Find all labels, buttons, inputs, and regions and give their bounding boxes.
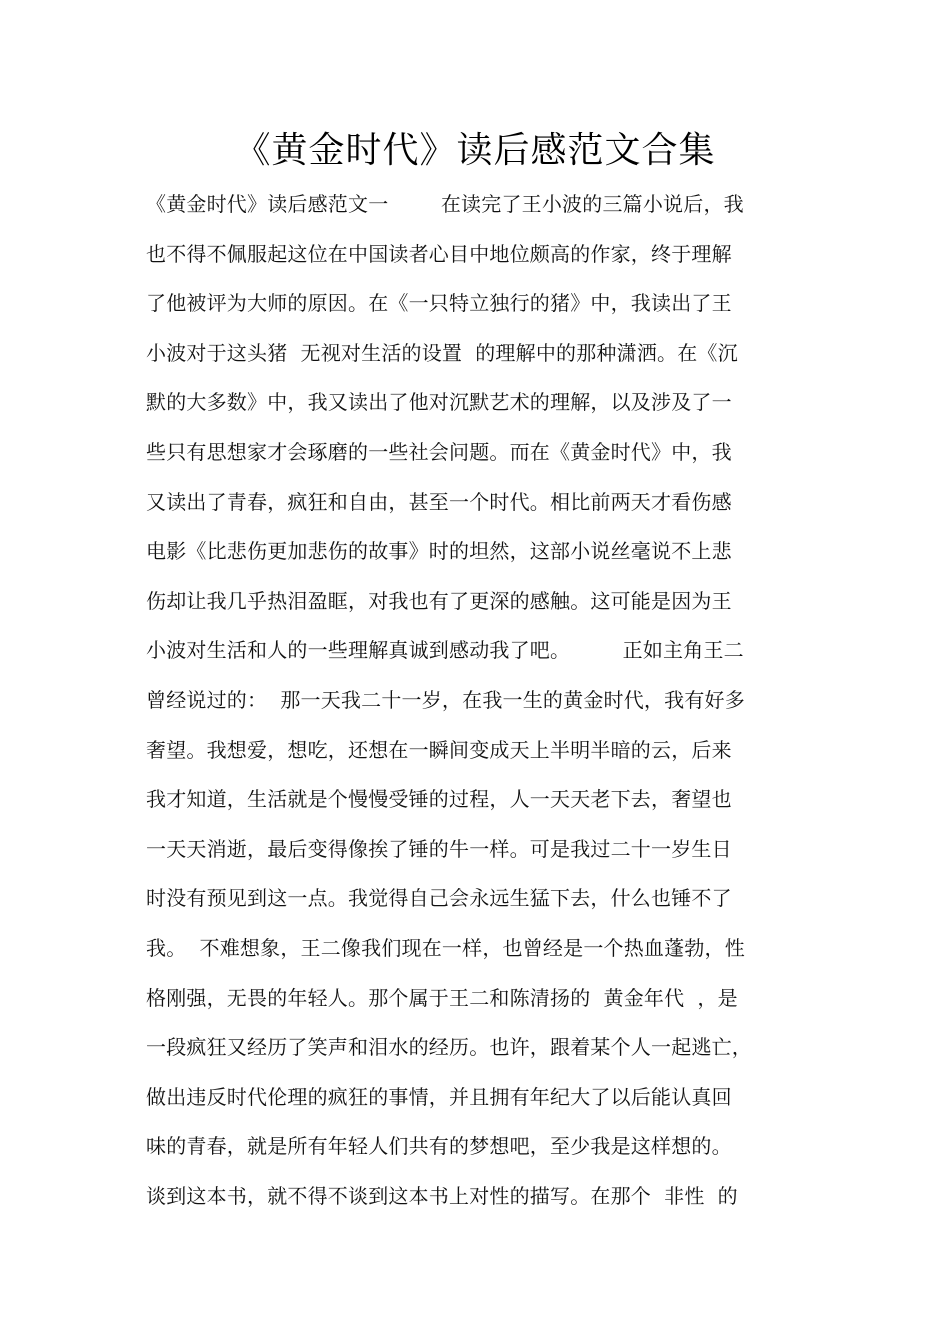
body-line: 一天天消逝，最后变得像挨了锤的牛一样。可是我过二十一岁生日 (146, 836, 732, 861)
body-line: 格刚强，无畏的年轻人。那个属于王二和陈清扬的 黄金年代 ，是 (146, 985, 738, 1010)
body-line: 味的青春，就是所有年轻人们共有的梦想吧，至少我是这样想的。 (146, 1134, 732, 1159)
body-line: 做出违反时代伦理的疯狂的事情，并且拥有年纪大了以后能认真回 (146, 1084, 732, 1109)
body-line: 一段疯狂又经历了笑声和泪水的经历。也许，跟着某个人一起逃亡， (146, 1035, 752, 1060)
body-line: 伤却让我几乎热泪盈眶，对我也有了更深的感触。这可能是因为王 (146, 588, 732, 613)
body-line: 我。 不难想象，王二像我们现在一样，也曾经是一个热血蓬勃，性 (146, 935, 745, 960)
body-line: 小波对于这头猪 无视对生活的设置 的理解中的那种潇洒。在《沉 (146, 340, 738, 365)
body-line: 小波对生活和人的一些理解真诚到感动我了吧。 正如主角王二 (146, 638, 744, 663)
document-title: 《黄金时代》读后感范文合集 (234, 130, 716, 171)
body-line: 又读出了青春，疯狂和自由，甚至一个时代。相比前两天才看伤感 (146, 489, 732, 514)
body-line: 了他被评为大师的原因。在《一只特立独行的猪》中，我读出了王 (146, 291, 732, 316)
body-line: 奢望。我想爱，想吃，还想在一瞬间变成天上半明半暗的云，后来 (146, 737, 732, 762)
body-line: 电影《比悲伤更加悲伤的故事》时的坦然，这部小说丝毫说不上悲 (146, 539, 732, 564)
body-line: 《黄金时代》读后感范文一 在读完了王小波的三篇小说后，我 (146, 192, 744, 216)
body-line: 也不得不佩服起这位在中国读者心目中地位颇高的作家，终于理解 (146, 241, 732, 266)
document-body (146, 180, 826, 1221)
body-line: 我才知道，生活就是个慢慢受锤的过程，人一天天老下去，奢望也 (146, 787, 732, 812)
body-line: 曾经说过的： 那一天我二十一岁，在我一生的黄金时代，我有好多 (146, 687, 745, 712)
body-line: 谈到这本书，就不得不谈到这本书上对性的描写。在那个 非性 的 (146, 1183, 738, 1208)
body-line: 些只有思想家才会琢磨的一些社会问题。而在《黄金时代》中，我 (146, 439, 732, 464)
body-line: 默的大多数》中，我又读出了他对沉默艺术的理解，以及涉及了一 (146, 390, 732, 415)
body-line: 时没有预见到这一点。我觉得自己会永远生猛下去，什么也锤不了 (146, 886, 732, 911)
